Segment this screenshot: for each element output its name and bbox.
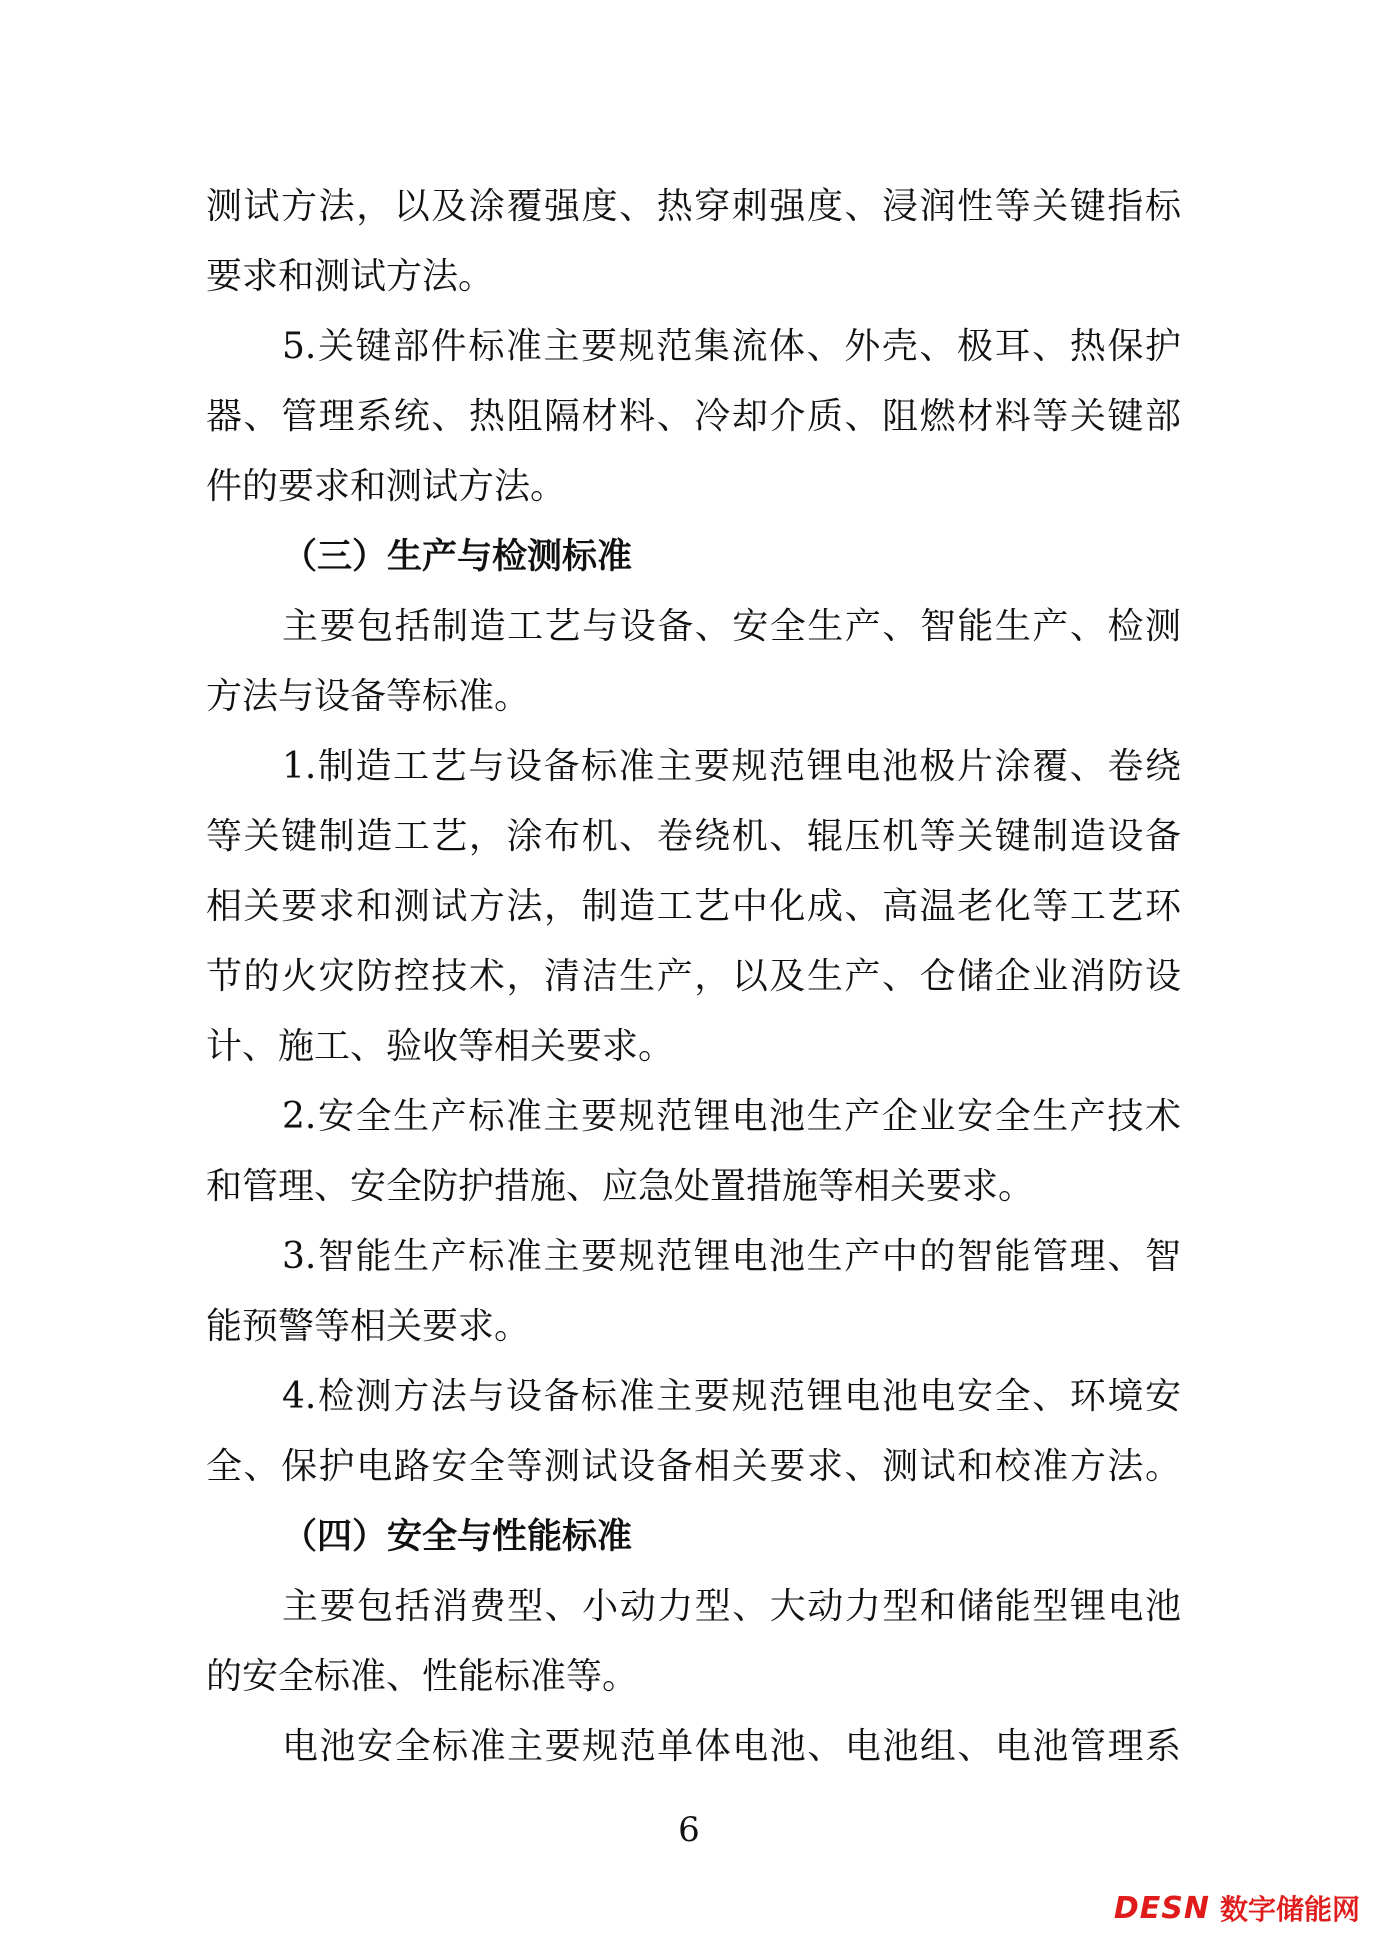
watermark-logo: DESN — [1113, 1890, 1210, 1926]
text-line: 计、施工、验收等相关要求。 — [206, 1026, 675, 1067]
text-line: 的安全标准、性能标准等。 — [206, 1656, 639, 1697]
text-line: 器、管理系统、热阻隔材料、冷却介质、阻燃材料等关键部 — [206, 396, 1181, 437]
text-line: 测试方法，以及涂覆强度、热穿刺强度、浸润性等关键指标 — [206, 186, 1181, 227]
paragraph — [206, 1712, 1181, 1782]
watermark — [1114, 1886, 1360, 1930]
text-line: 件的要求和测试方法。 — [206, 466, 567, 507]
text-line: 主要包括制造工艺与设备、安全生产、智能生产、检测 — [282, 606, 1181, 647]
watermark-text: 数字储能网 — [1219, 1893, 1360, 1926]
paragraph — [206, 1222, 1181, 1362]
paragraph — [206, 1572, 1181, 1712]
text-line: 主要包括消费型、小动力型、大动力型和储能型锂电池 — [282, 1586, 1181, 1627]
text-line: 3.智能生产标准主要规范锂电池生产中的智能管理、智 — [282, 1236, 1181, 1277]
text-line: 方法与设备等标准。 — [206, 676, 531, 717]
page-number: 6 — [678, 1810, 700, 1850]
text-line: 能预警等相关要求。 — [206, 1306, 531, 1347]
paragraph — [206, 732, 1181, 1082]
heading-text: （四）安全与性能标准 — [282, 1517, 633, 1557]
heading-text: （三）生产与检测标准 — [282, 537, 633, 577]
text-line: 5.关键部件标准主要规范集流体、外壳、极耳、热保护 — [282, 326, 1181, 367]
text-line: 1.制造工艺与设备标准主要规范锂电池极片涂覆、卷绕 — [282, 746, 1181, 787]
paragraph — [206, 312, 1181, 522]
text-line: 全、保护电路安全等测试设备相关要求、测试和校准方法。 — [206, 1446, 1181, 1487]
paragraph — [206, 172, 1181, 312]
section-heading — [206, 1502, 1181, 1572]
section-heading — [206, 522, 1181, 592]
text-line: 节的火灾防控技术，清洁生产，以及生产、仓储企业消防设 — [206, 956, 1181, 997]
text-line: 和管理、安全防护措施、应急处置措施等相关要求。 — [206, 1166, 1035, 1207]
text-line: 2.安全生产标准主要规范锂电池生产企业安全生产技术 — [282, 1096, 1181, 1137]
paragraph — [206, 592, 1181, 732]
text-line: 4.检测方法与设备标准主要规范锂电池电安全、环境安 — [282, 1376, 1181, 1417]
paragraph — [206, 1362, 1181, 1502]
text-line: 电池安全标准主要规范单体电池、电池组、电池管理系 — [282, 1726, 1181, 1767]
text-line: 相关要求和测试方法，制造工艺中化成、高温老化等工艺环 — [206, 886, 1181, 927]
paragraph — [206, 1082, 1181, 1222]
document-body — [206, 172, 1181, 1782]
text-line: 等关键制造工艺，涂布机、卷绕机、辊压机等关键制造设备 — [206, 816, 1181, 857]
text-line: 要求和测试方法。 — [206, 256, 495, 297]
